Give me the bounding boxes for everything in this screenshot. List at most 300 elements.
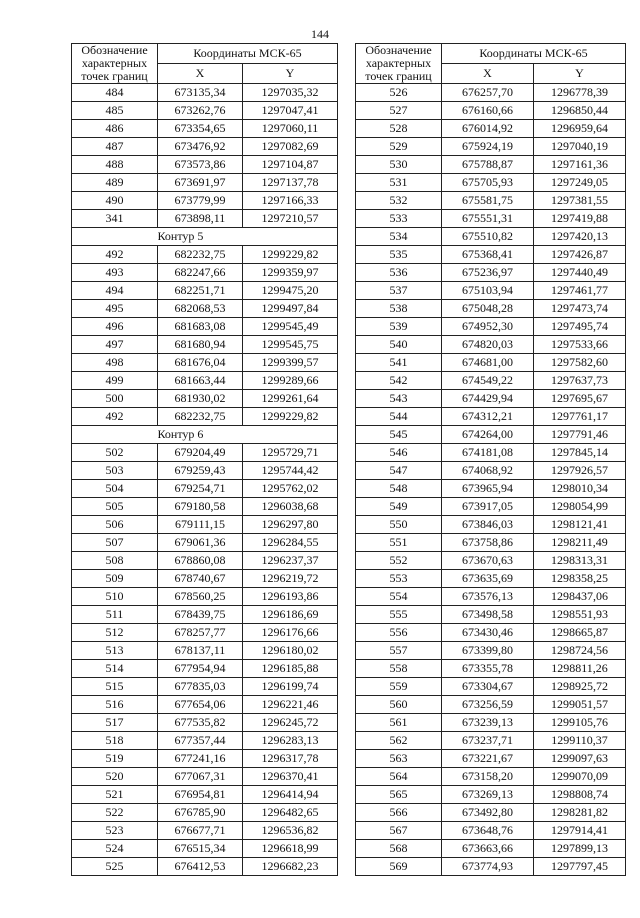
table-row <box>356 372 626 390</box>
x-coordinate-cell: 678257,77 <box>158 624 243 642</box>
point-number-cell: 537 <box>356 282 442 300</box>
point-number-cell: 506 <box>72 516 158 534</box>
page-number: 144 <box>311 27 329 41</box>
x-coordinate-cell: 679204,49 <box>158 444 243 462</box>
x-coordinate-cell: 681680,94 <box>158 336 243 354</box>
x-coordinate-cell: 682232,75 <box>158 246 243 264</box>
y-coordinate-cell: 1297797,45 <box>534 858 626 876</box>
point-number-cell: 539 <box>356 318 442 336</box>
table-row <box>356 642 626 660</box>
x-coordinate-cell: 674312,21 <box>442 408 534 426</box>
y-coordinate-cell: 1297473,74 <box>534 300 626 318</box>
y-coordinate-cell: 1296317,78 <box>243 750 338 768</box>
x-coordinate-cell: 673492,80 <box>442 804 534 822</box>
point-number-cell: 504 <box>72 480 158 498</box>
y-coordinate-cell: 1296284,55 <box>243 534 338 552</box>
x-coordinate-cell: 678740,67 <box>158 570 243 588</box>
y-coordinate-cell: 1298808,74 <box>534 786 626 804</box>
y-coordinate-cell: 1296283,13 <box>243 732 338 750</box>
point-number-cell: 548 <box>356 480 442 498</box>
x-coordinate-cell: 681930,02 <box>158 390 243 408</box>
table-row <box>356 732 626 750</box>
table-row <box>72 516 338 534</box>
table-row <box>356 498 626 516</box>
point-number-cell: 532 <box>356 192 442 210</box>
x-coordinate-cell: 675048,28 <box>442 300 534 318</box>
table-row <box>72 534 338 552</box>
table-row <box>72 408 338 426</box>
header-x: X <box>442 64 534 84</box>
x-coordinate-cell: 675581,75 <box>442 192 534 210</box>
y-coordinate-cell: 1299289,66 <box>243 372 338 390</box>
table-row <box>72 732 338 750</box>
table-row <box>72 336 338 354</box>
x-coordinate-cell: 681683,08 <box>158 318 243 336</box>
x-coordinate-cell: 682251,71 <box>158 282 243 300</box>
x-coordinate-cell: 676954,81 <box>158 786 243 804</box>
table-row <box>356 480 626 498</box>
y-coordinate-cell: 1299105,76 <box>534 714 626 732</box>
table-row <box>72 462 338 480</box>
x-coordinate-cell: 673965,94 <box>442 480 534 498</box>
table-row <box>356 354 626 372</box>
x-coordinate-cell: 673898,11 <box>158 210 243 228</box>
point-number-cell: 559 <box>356 678 442 696</box>
y-coordinate-cell: 1299399,57 <box>243 354 338 372</box>
x-coordinate-cell: 673430,46 <box>442 624 534 642</box>
table-row <box>356 426 626 444</box>
y-coordinate-cell: 1297137,78 <box>243 174 338 192</box>
x-coordinate-cell: 673691,97 <box>158 174 243 192</box>
point-number-cell: 498 <box>72 354 158 372</box>
x-coordinate-cell: 676412,53 <box>158 858 243 876</box>
point-number-cell: 541 <box>356 354 442 372</box>
y-coordinate-cell: 1298281,82 <box>534 804 626 822</box>
point-number-cell: 564 <box>356 768 442 786</box>
x-coordinate-cell: 673399,80 <box>442 642 534 660</box>
point-number-cell: 562 <box>356 732 442 750</box>
y-coordinate-cell: 1299229,82 <box>243 246 338 264</box>
point-number-cell: 545 <box>356 426 442 444</box>
x-coordinate-cell: 673576,13 <box>442 588 534 606</box>
x-coordinate-cell: 681663,44 <box>158 372 243 390</box>
y-coordinate-cell: 1297440,49 <box>534 264 626 282</box>
y-coordinate-cell: 1297104,87 <box>243 156 338 174</box>
y-coordinate-cell: 1298925,72 <box>534 678 626 696</box>
y-coordinate-cell: 1297495,74 <box>534 318 626 336</box>
x-coordinate-cell: 674549,22 <box>442 372 534 390</box>
y-coordinate-cell: 1296185,88 <box>243 660 338 678</box>
table-row <box>72 714 338 732</box>
x-coordinate-cell: 674429,94 <box>442 390 534 408</box>
point-number-cell: 568 <box>356 840 442 858</box>
y-coordinate-cell: 1297761,17 <box>534 408 626 426</box>
x-coordinate-cell: 679111,15 <box>158 516 243 534</box>
contour-blank-cell <box>72 228 158 246</box>
y-coordinate-cell: 1297035,32 <box>243 84 338 102</box>
y-coordinate-cell: 1295729,71 <box>243 444 338 462</box>
y-coordinate-cell: 1298724,56 <box>534 642 626 660</box>
x-coordinate-cell: 675103,94 <box>442 282 534 300</box>
table-row <box>72 390 338 408</box>
x-coordinate-cell: 678439,75 <box>158 606 243 624</box>
y-coordinate-cell: 1296482,65 <box>243 804 338 822</box>
y-coordinate-cell: 1298665,87 <box>534 624 626 642</box>
point-number-cell: 542 <box>356 372 442 390</box>
point-number-cell: 497 <box>72 336 158 354</box>
y-coordinate-cell: 1296221,46 <box>243 696 338 714</box>
y-coordinate-cell: 1299545,75 <box>243 336 338 354</box>
point-number-cell: 520 <box>72 768 158 786</box>
point-number-cell: 551 <box>356 534 442 552</box>
x-coordinate-cell: 679061,36 <box>158 534 243 552</box>
table-row <box>72 624 338 642</box>
y-coordinate-cell: 1296618,99 <box>243 840 338 858</box>
table-row <box>356 606 626 624</box>
table-row <box>72 84 338 102</box>
table-row <box>72 498 338 516</box>
table-row <box>356 300 626 318</box>
y-coordinate-cell: 1298551,93 <box>534 606 626 624</box>
point-number-cell: 543 <box>356 390 442 408</box>
table-row <box>72 588 338 606</box>
y-coordinate-cell: 1299261,64 <box>243 390 338 408</box>
table-row <box>72 696 338 714</box>
y-coordinate-cell: 1298121,41 <box>534 516 626 534</box>
point-number-cell: 540 <box>356 336 442 354</box>
table-row <box>356 444 626 462</box>
x-coordinate-cell: 673239,13 <box>442 714 534 732</box>
table-row <box>72 318 338 336</box>
header-y: Y <box>243 64 338 84</box>
y-coordinate-cell: 1298313,31 <box>534 552 626 570</box>
point-number-cell: 502 <box>72 444 158 462</box>
table-row <box>356 138 626 156</box>
table-row <box>72 822 338 840</box>
x-coordinate-cell: 674820,03 <box>442 336 534 354</box>
x-coordinate-cell: 673758,86 <box>442 534 534 552</box>
x-coordinate-cell: 676257,70 <box>442 84 534 102</box>
table-row <box>72 642 338 660</box>
point-number-cell: 487 <box>72 138 158 156</box>
x-coordinate-cell: 673476,92 <box>158 138 243 156</box>
table-row <box>356 858 626 876</box>
point-number-cell: 515 <box>72 678 158 696</box>
table-row <box>72 174 338 192</box>
point-number-cell: 569 <box>356 858 442 876</box>
x-coordinate-cell: 673237,71 <box>442 732 534 750</box>
table-row <box>72 786 338 804</box>
table-row <box>72 138 338 156</box>
point-number-cell: 536 <box>356 264 442 282</box>
x-coordinate-cell: 673917,05 <box>442 498 534 516</box>
point-number-cell: 500 <box>72 390 158 408</box>
y-coordinate-cell: 1297420,13 <box>534 228 626 246</box>
point-number-cell: 512 <box>72 624 158 642</box>
table-row <box>356 228 626 246</box>
x-coordinate-cell: 678560,25 <box>158 588 243 606</box>
y-coordinate-cell: 1296199,74 <box>243 678 338 696</box>
table-row <box>356 156 626 174</box>
table-row <box>356 624 626 642</box>
x-coordinate-cell: 676014,92 <box>442 120 534 138</box>
point-number-cell: 557 <box>356 642 442 660</box>
point-number-cell: 566 <box>356 804 442 822</box>
y-coordinate-cell: 1297791,46 <box>534 426 626 444</box>
point-number-cell: 553 <box>356 570 442 588</box>
table-row <box>356 516 626 534</box>
y-coordinate-cell: 1299097,63 <box>534 750 626 768</box>
x-coordinate-cell: 678137,11 <box>158 642 243 660</box>
table-row <box>356 768 626 786</box>
y-coordinate-cell: 1296778,39 <box>534 84 626 102</box>
table-row <box>72 354 338 372</box>
point-number-cell: 485 <box>72 102 158 120</box>
y-coordinate-cell: 1297161,36 <box>534 156 626 174</box>
y-coordinate-cell: 1296245,72 <box>243 714 338 732</box>
x-coordinate-cell: 673262,76 <box>158 102 243 120</box>
y-coordinate-cell: 1298054,99 <box>534 498 626 516</box>
y-coordinate-cell: 1297914,41 <box>534 822 626 840</box>
point-number-cell: 507 <box>72 534 158 552</box>
x-coordinate-cell: 674681,00 <box>442 354 534 372</box>
y-coordinate-cell: 1298211,49 <box>534 534 626 552</box>
x-coordinate-cell: 677654,06 <box>158 696 243 714</box>
x-coordinate-cell: 678860,08 <box>158 552 243 570</box>
x-coordinate-cell: 676160,66 <box>442 102 534 120</box>
coordinates-table-left <box>71 43 338 876</box>
point-number-cell: 546 <box>356 444 442 462</box>
y-coordinate-cell: 1297461,77 <box>534 282 626 300</box>
y-coordinate-cell: 1298437,06 <box>534 588 626 606</box>
table-row <box>356 84 626 102</box>
point-number-cell: 494 <box>72 282 158 300</box>
y-coordinate-cell: 1298358,25 <box>534 570 626 588</box>
table-row <box>72 192 338 210</box>
table-row <box>356 264 626 282</box>
point-number-cell: 525 <box>72 858 158 876</box>
point-number-cell: 509 <box>72 570 158 588</box>
point-number-cell: 519 <box>72 750 158 768</box>
y-coordinate-cell: 1297899,13 <box>534 840 626 858</box>
point-number-cell: 521 <box>72 786 158 804</box>
table-row <box>356 336 626 354</box>
table-row <box>356 390 626 408</box>
table-row <box>356 822 626 840</box>
x-coordinate-cell: 673269,13 <box>442 786 534 804</box>
x-coordinate-cell: 673354,65 <box>158 120 243 138</box>
table-row <box>356 210 626 228</box>
y-coordinate-cell: 1299545,49 <box>243 318 338 336</box>
table-row <box>72 444 338 462</box>
point-number-cell: 554 <box>356 588 442 606</box>
table-row <box>72 120 338 138</box>
y-coordinate-cell: 1296536,82 <box>243 822 338 840</box>
y-coordinate-cell: 1299497,84 <box>243 300 338 318</box>
table-row <box>356 408 626 426</box>
x-coordinate-cell: 675551,31 <box>442 210 534 228</box>
point-number-cell: 529 <box>356 138 442 156</box>
x-coordinate-cell: 674068,92 <box>442 462 534 480</box>
point-number-cell: 484 <box>72 84 158 102</box>
point-number-cell: 538 <box>356 300 442 318</box>
y-coordinate-cell: 1296219,72 <box>243 570 338 588</box>
table-row <box>72 840 338 858</box>
table-row <box>72 102 338 120</box>
point-number-cell: 503 <box>72 462 158 480</box>
table-row <box>72 372 338 390</box>
y-coordinate-cell: 1298811,26 <box>534 660 626 678</box>
x-coordinate-cell: 675705,93 <box>442 174 534 192</box>
contour-label: Контур 6 <box>158 426 338 444</box>
point-number-cell: 533 <box>356 210 442 228</box>
point-number-cell: 341 <box>72 210 158 228</box>
table-row <box>356 804 626 822</box>
x-coordinate-cell: 677357,44 <box>158 732 243 750</box>
y-coordinate-cell: 1299110,37 <box>534 732 626 750</box>
table-row <box>356 750 626 768</box>
x-coordinate-cell: 673135,34 <box>158 84 243 102</box>
point-number-cell: 514 <box>72 660 158 678</box>
y-coordinate-cell: 1299359,97 <box>243 264 338 282</box>
header-designation: Обозначение характерных точек границ <box>356 44 442 84</box>
point-number-cell: 492 <box>72 408 158 426</box>
y-coordinate-cell: 1296038,68 <box>243 498 338 516</box>
table-row <box>356 282 626 300</box>
point-number-cell: 528 <box>356 120 442 138</box>
header-y: Y <box>534 64 626 84</box>
table-row <box>72 570 338 588</box>
y-coordinate-cell: 1296414,94 <box>243 786 338 804</box>
contour-row <box>72 228 338 246</box>
x-coordinate-cell: 675510,82 <box>442 228 534 246</box>
table-row <box>356 588 626 606</box>
y-coordinate-cell: 1296237,37 <box>243 552 338 570</box>
point-number-cell: 513 <box>72 642 158 660</box>
x-coordinate-cell: 673774,93 <box>442 858 534 876</box>
point-number-cell: 549 <box>356 498 442 516</box>
table-row <box>356 786 626 804</box>
x-coordinate-cell: 673256,59 <box>442 696 534 714</box>
x-coordinate-cell: 676515,34 <box>158 840 243 858</box>
y-coordinate-cell: 1297047,41 <box>243 102 338 120</box>
header-coordinates: Координаты МСК-65 <box>158 44 338 64</box>
point-number-cell: 535 <box>356 246 442 264</box>
point-number-cell: 534 <box>356 228 442 246</box>
point-number-cell: 524 <box>72 840 158 858</box>
x-coordinate-cell: 673221,67 <box>442 750 534 768</box>
point-number-cell: 555 <box>356 606 442 624</box>
y-coordinate-cell: 1296186,69 <box>243 606 338 624</box>
table-row <box>356 696 626 714</box>
y-coordinate-cell: 1296370,41 <box>243 768 338 786</box>
y-coordinate-cell: 1298010,34 <box>534 480 626 498</box>
y-coordinate-cell: 1299051,57 <box>534 696 626 714</box>
x-coordinate-cell: 673158,20 <box>442 768 534 786</box>
point-number-cell: 561 <box>356 714 442 732</box>
table-row <box>72 678 338 696</box>
table-row <box>356 570 626 588</box>
y-coordinate-cell: 1297845,14 <box>534 444 626 462</box>
point-number-cell: 547 <box>356 462 442 480</box>
table-row <box>356 246 626 264</box>
x-coordinate-cell: 675924,19 <box>442 138 534 156</box>
x-coordinate-cell: 673846,03 <box>442 516 534 534</box>
x-coordinate-cell: 673498,58 <box>442 606 534 624</box>
point-number-cell: 490 <box>72 192 158 210</box>
x-coordinate-cell: 682068,53 <box>158 300 243 318</box>
x-coordinate-cell: 675368,41 <box>442 246 534 264</box>
table-row <box>72 606 338 624</box>
point-number-cell: 496 <box>72 318 158 336</box>
contour-blank-cell <box>72 426 158 444</box>
table-row <box>356 462 626 480</box>
x-coordinate-cell: 673779,99 <box>158 192 243 210</box>
y-coordinate-cell: 1297637,73 <box>534 372 626 390</box>
table-row <box>72 210 338 228</box>
x-coordinate-cell: 677241,16 <box>158 750 243 768</box>
x-coordinate-cell: 673648,76 <box>442 822 534 840</box>
point-number-cell: 488 <box>72 156 158 174</box>
table-row <box>72 156 338 174</box>
y-coordinate-cell: 1295744,42 <box>243 462 338 480</box>
point-number-cell: 505 <box>72 498 158 516</box>
point-number-cell: 517 <box>72 714 158 732</box>
x-coordinate-cell: 676677,71 <box>158 822 243 840</box>
point-number-cell: 518 <box>72 732 158 750</box>
y-coordinate-cell: 1296959,64 <box>534 120 626 138</box>
x-coordinate-cell: 675236,97 <box>442 264 534 282</box>
y-coordinate-cell: 1296850,44 <box>534 102 626 120</box>
y-coordinate-cell: 1297695,67 <box>534 390 626 408</box>
table-row <box>72 246 338 264</box>
table-row <box>356 534 626 552</box>
y-coordinate-cell: 1297419,88 <box>534 210 626 228</box>
x-coordinate-cell: 673573,86 <box>158 156 243 174</box>
point-number-cell: 550 <box>356 516 442 534</box>
point-number-cell: 523 <box>72 822 158 840</box>
x-coordinate-cell: 673663,66 <box>442 840 534 858</box>
table-row <box>72 750 338 768</box>
contour-label: Контур 5 <box>158 228 338 246</box>
table-row <box>72 264 338 282</box>
y-coordinate-cell: 1297533,66 <box>534 336 626 354</box>
point-number-cell: 544 <box>356 408 442 426</box>
x-coordinate-cell: 682232,75 <box>158 408 243 426</box>
table-row <box>356 660 626 678</box>
point-number-cell: 531 <box>356 174 442 192</box>
y-coordinate-cell: 1297060,11 <box>243 120 338 138</box>
x-coordinate-cell: 673670,63 <box>442 552 534 570</box>
y-coordinate-cell: 1296180,02 <box>243 642 338 660</box>
table-row <box>72 768 338 786</box>
x-coordinate-cell: 674952,30 <box>442 318 534 336</box>
table-row <box>356 552 626 570</box>
table-row <box>72 858 338 876</box>
y-coordinate-cell: 1299229,82 <box>243 408 338 426</box>
y-coordinate-cell: 1297166,33 <box>243 192 338 210</box>
table-row <box>356 102 626 120</box>
table-row <box>356 174 626 192</box>
x-coordinate-cell: 677535,82 <box>158 714 243 732</box>
point-number-cell: 486 <box>72 120 158 138</box>
point-number-cell: 493 <box>72 264 158 282</box>
y-coordinate-cell: 1296682,23 <box>243 858 338 876</box>
point-number-cell: 552 <box>356 552 442 570</box>
contour-row <box>72 426 338 444</box>
x-coordinate-cell: 676785,90 <box>158 804 243 822</box>
x-coordinate-cell: 677835,03 <box>158 678 243 696</box>
